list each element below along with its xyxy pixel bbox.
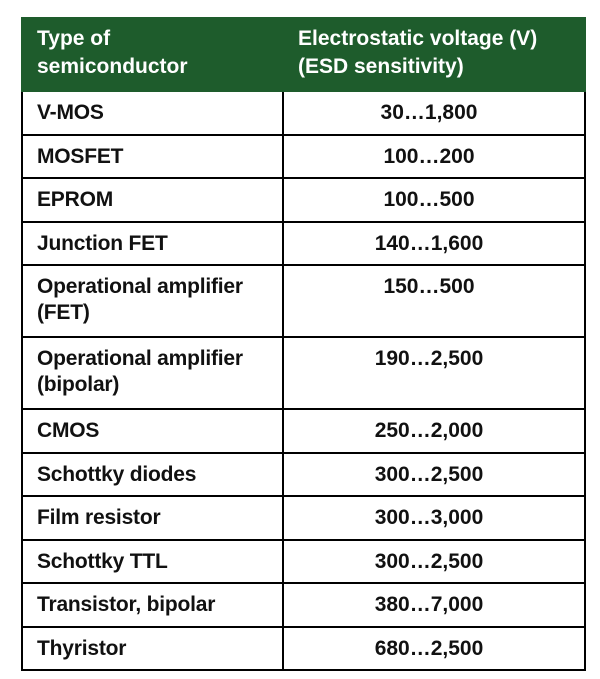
header-electrostatic-voltage-line1: Electrostatic voltage (V) bbox=[298, 27, 538, 50]
semiconductor-type-text: MOSFET bbox=[37, 144, 124, 168]
table-row bbox=[22, 222, 585, 266]
semiconductor-type-subtext: (bipolar) bbox=[37, 373, 120, 396]
table-body bbox=[22, 91, 585, 670]
semiconductor-type-cell bbox=[22, 583, 283, 627]
table-row bbox=[22, 627, 585, 671]
semiconductor-type-text: Schottky TTL bbox=[37, 549, 168, 573]
semiconductor-type-text: Film resistor bbox=[37, 506, 161, 529]
semiconductor-type-cell bbox=[22, 135, 283, 179]
header-electrostatic-voltage bbox=[283, 18, 585, 91]
semiconductor-type-subtext: (FET) bbox=[37, 301, 90, 324]
voltage-cell: 680…2,500 bbox=[283, 627, 585, 671]
esd-sensitivity-table bbox=[21, 17, 586, 671]
table-row bbox=[22, 409, 585, 453]
header-row bbox=[22, 18, 585, 91]
semiconductor-type-cell bbox=[22, 222, 283, 266]
table-header bbox=[22, 18, 585, 91]
header-semiconductor-type-line2: semiconductor bbox=[37, 55, 188, 78]
semiconductor-type-cell bbox=[22, 265, 283, 337]
semiconductor-type-cell bbox=[22, 409, 283, 453]
table-row bbox=[22, 178, 585, 222]
semiconductor-type-text: Thyristor bbox=[37, 636, 127, 660]
table-row bbox=[22, 265, 585, 337]
table-row bbox=[22, 337, 585, 409]
semiconductor-type-cell bbox=[22, 627, 283, 671]
semiconductor-type-text: Operational amplifier bbox=[37, 275, 243, 298]
semiconductor-type-cell bbox=[22, 453, 283, 497]
voltage-cell: 300…2,500 bbox=[283, 453, 585, 497]
table-row bbox=[22, 453, 585, 497]
voltage-cell: 190…2,500 bbox=[283, 337, 585, 409]
voltage-cell: 100…500 bbox=[283, 178, 585, 222]
voltage-cell: 100…200 bbox=[283, 135, 585, 179]
table-row bbox=[22, 496, 585, 540]
header-electrostatic-voltage-line2: (ESD sensitivity) bbox=[298, 55, 464, 78]
table-row bbox=[22, 583, 585, 627]
table-row bbox=[22, 91, 585, 135]
esd-sensitivity-table-container bbox=[21, 17, 584, 671]
voltage-cell: 300…2,500 bbox=[283, 540, 585, 584]
semiconductor-type-text: Schottky diodes bbox=[37, 462, 197, 486]
voltage-cell: 380…7,000 bbox=[283, 583, 585, 627]
semiconductor-type-cell bbox=[22, 540, 283, 584]
voltage-cell: 150…500 bbox=[283, 265, 585, 337]
voltage-cell: 30…1,800 bbox=[283, 91, 585, 135]
semiconductor-type-cell bbox=[22, 178, 283, 222]
header-semiconductor-type-line1: Type of bbox=[37, 27, 111, 50]
semiconductor-type-text: CMOS bbox=[37, 419, 100, 442]
voltage-cell: 300…3,000 bbox=[283, 496, 585, 540]
table-row bbox=[22, 135, 585, 179]
semiconductor-type-text: EPROM bbox=[37, 188, 114, 211]
voltage-cell: 250…2,000 bbox=[283, 409, 585, 453]
voltage-cell: 140…1,600 bbox=[283, 222, 585, 266]
table-row bbox=[22, 540, 585, 584]
semiconductor-type-cell bbox=[22, 496, 283, 540]
semiconductor-type-text: Transistor, bipolar bbox=[37, 593, 216, 616]
semiconductor-type-text: Junction FET bbox=[37, 231, 168, 255]
semiconductor-type-text: Operational amplifier bbox=[37, 347, 243, 370]
semiconductor-type-text: V-MOS bbox=[37, 101, 104, 124]
header-semiconductor-type bbox=[22, 18, 283, 91]
semiconductor-type-cell bbox=[22, 337, 283, 409]
semiconductor-type-cell bbox=[22, 91, 283, 135]
